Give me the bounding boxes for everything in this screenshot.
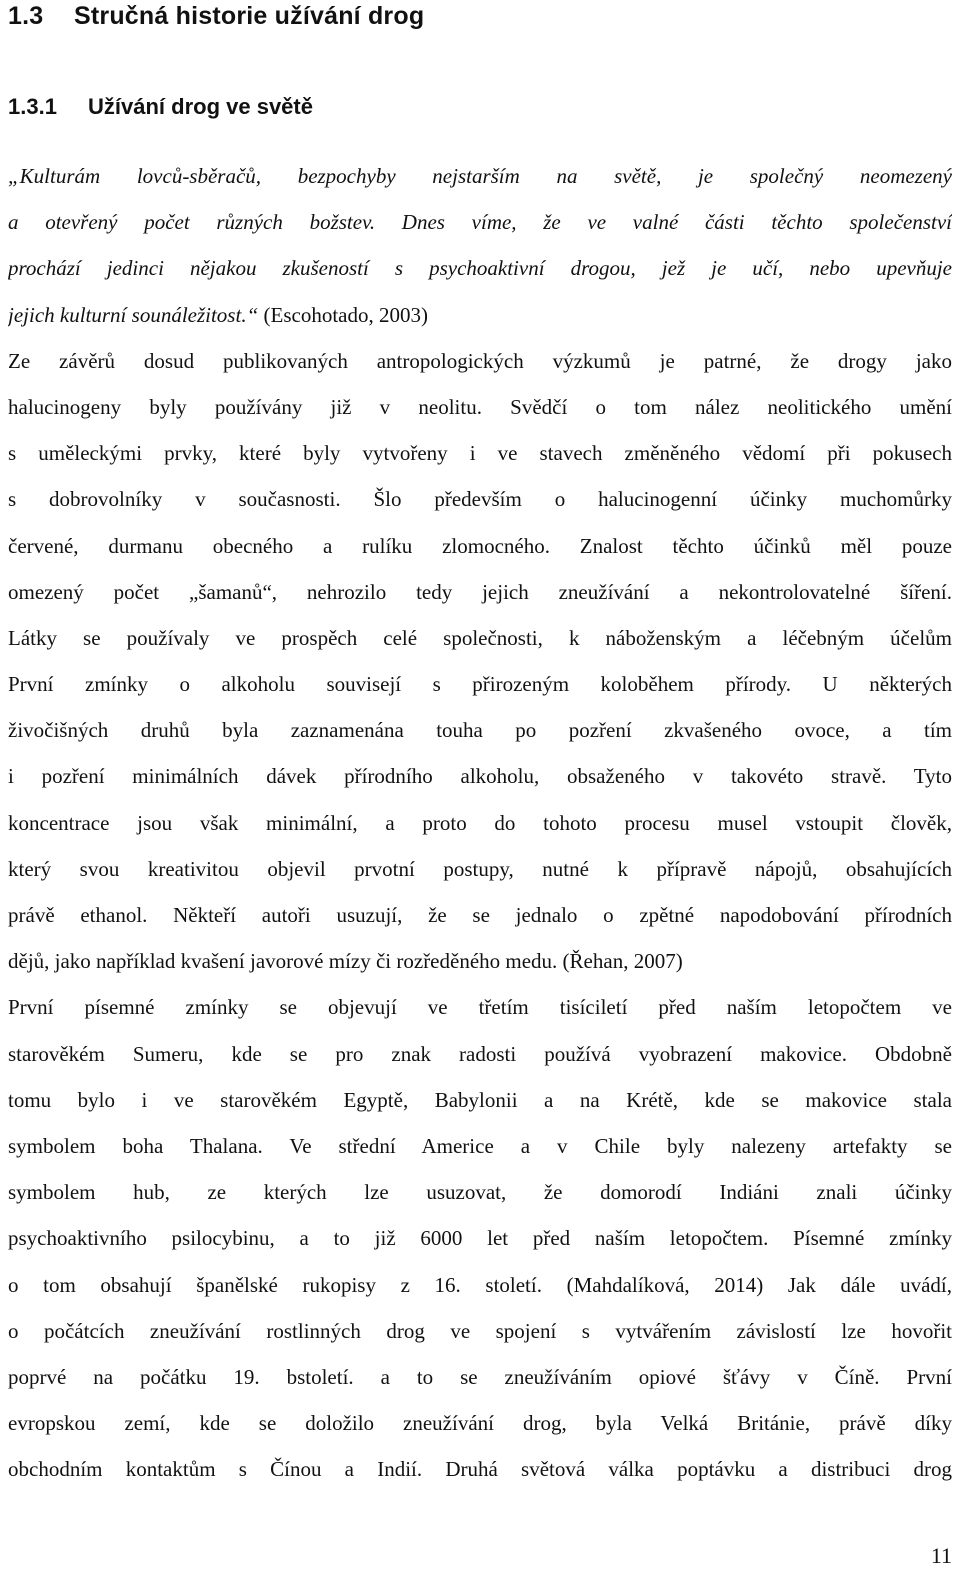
section-number: 1.3 <box>8 2 44 30</box>
body-text-run: poprvé na počátku 19. bstoletí. a to se zneužíváním opiové šťávy v Číně. První <box>8 1364 952 1389</box>
body-text-run: symbolem boha Thalana. Ve střední Americe a v Chile byly nalezeny artefakty se <box>8 1133 952 1158</box>
body-text <box>8 153 952 1492</box>
quote-text: „Kulturám lovců-sběračů, bezpochyby nejstarším na světě, je společný neomezený <box>8 164 952 188</box>
body-text-run: který svou kreativitou objevil prvotní postupy, nutné k přípravě nápojů, obsahujících <box>8 856 952 881</box>
text-line <box>8 1354 952 1400</box>
body-text-run: Látky se používaly ve prospěch celé společnosti, k náboženským a léčebným účelům <box>8 625 952 650</box>
body-text-run: právě ethanol. Někteří autoři usuzují, že se jednalo o zpětné napodobování přírodních <box>8 903 952 927</box>
text-line <box>8 1031 952 1077</box>
body-text-run: červené, durmanu obecného a rulíku zlomocného. Znalost těchto účinků měl pouze <box>8 533 952 558</box>
text-line <box>8 753 952 799</box>
body-text-run: První zmínky o alkoholu souvisejí s přirozeným koloběhem přírody. U některých <box>8 672 952 697</box>
text-line <box>8 245 952 291</box>
body-text-run: evropskou zemí, kde se doložilo zneužívání drog, byla Velká Británie, právě díky <box>8 1411 952 1436</box>
body-text-run: živočišných druhů byla zaznamenána touha po pozření zkvašeného ovoce, a tím <box>8 718 952 743</box>
text-line <box>8 476 952 522</box>
subsection-heading <box>8 92 313 122</box>
text-line <box>8 1262 952 1308</box>
text-line <box>8 1215 952 1261</box>
text-line <box>8 1077 952 1123</box>
text-line <box>8 199 952 245</box>
text-line <box>8 800 952 846</box>
text-line <box>8 153 952 199</box>
body-text-run: dějů, jako například kvašení javorové mízy či rozředěného medu. (Řehan, 2007) <box>8 949 683 974</box>
body-text-run: omezený počet „šamanů“, nehrozilo tedy jejich zneužívání a nekontrolovatelné šíření. <box>8 579 952 604</box>
body-text-run: starověkém Sumeru, kde se pro znak radosti používá vyobrazení makovice. Obdobně <box>8 1041 952 1066</box>
body-text-run: Ze závěrů dosud publikovaných antropologických výzkumů je patrné, že drogy jako <box>8 348 952 373</box>
body-text-run: koncentrace jsou však minimální, a proto do tohoto procesu musel vstoupit člověk, <box>8 810 952 835</box>
body-text-run: s uměleckými prvky, které byly vytvořeny i ve stavech změněného vědomí při pokusech <box>8 441 952 466</box>
text-line <box>8 1446 952 1492</box>
text-line <box>8 1308 952 1354</box>
quote-text: prochází jedinci nějakou zkušeností s psychoaktivní drogou, jež je učí, nebo upevňuje <box>8 256 952 281</box>
text-line <box>8 846 952 892</box>
text-line <box>8 1169 952 1215</box>
body-text-run: obchodním kontaktům s Čínou a Indií. Druhá světová válka poptávku a distribuci drog <box>8 1457 952 1482</box>
text-line <box>8 338 952 384</box>
body-text-run: halucinogeny byly používány již v neolitu. Svědčí o tom nález neolitického umění <box>8 394 952 419</box>
section-title: Stručná historie užívání drog <box>74 2 425 30</box>
text-line <box>8 523 952 569</box>
text-line <box>8 1400 952 1446</box>
body-text-run: o tom obsahují španělské rukopisy z 16. století. (Mahdalíková, 2014) Jak dále uvádí, <box>8 1272 952 1297</box>
text-line <box>8 292 952 338</box>
subsection-title: Užívání drog ve světě <box>88 94 313 119</box>
body-text-run: První písemné zmínky se objevují ve třetím tisíciletí před naším letopočtem ve <box>8 995 952 1020</box>
text-line <box>8 892 952 938</box>
text-line <box>8 430 952 476</box>
text-line <box>8 938 952 984</box>
text-line <box>8 615 952 661</box>
text-line <box>8 661 952 707</box>
text-line <box>8 1123 952 1169</box>
body-text-run: tomu bylo i ve starověkém Egyptě, Babylonii a na Krétě, kde se makovice stala <box>8 1087 952 1112</box>
section-heading <box>8 0 424 32</box>
body-text-run: o počátcích zneužívání rostlinných drog ve spojení s vytvářením závislostí lze hovořit <box>8 1318 952 1343</box>
text-line <box>8 707 952 753</box>
body-text-run: symbolem hub, ze kterých lze usuzovat, že domorodí Indiáni znali účinky <box>8 1180 952 1205</box>
quote-text: a otevřený počet různých božstev. Dnes víme, že ve valné části těchto společenství <box>8 210 952 235</box>
body-text-run: i pozření minimálních dávek přírodního alkoholu, obsaženého v takovéto stravě. Tyto <box>8 764 952 789</box>
body-text-run: s dobrovolníky v současnosti. Šlo především o halucinogenní účinky muchomůrky <box>8 487 952 512</box>
text-line <box>8 569 952 615</box>
body-text-run: (Escohotado, 2003) <box>258 302 428 327</box>
page-number: 11 <box>930 1543 952 1568</box>
text-line <box>8 384 952 430</box>
subsection-number: 1.3.1 <box>8 94 57 119</box>
body-text-run: psychoaktivního psilocybinu, a to již 6000 let před naším letopočtem. Písemné zmínky <box>8 1226 952 1251</box>
text-line <box>8 984 952 1030</box>
quote-text: jejich kulturní sounáležitost.“ <box>8 302 259 327</box>
